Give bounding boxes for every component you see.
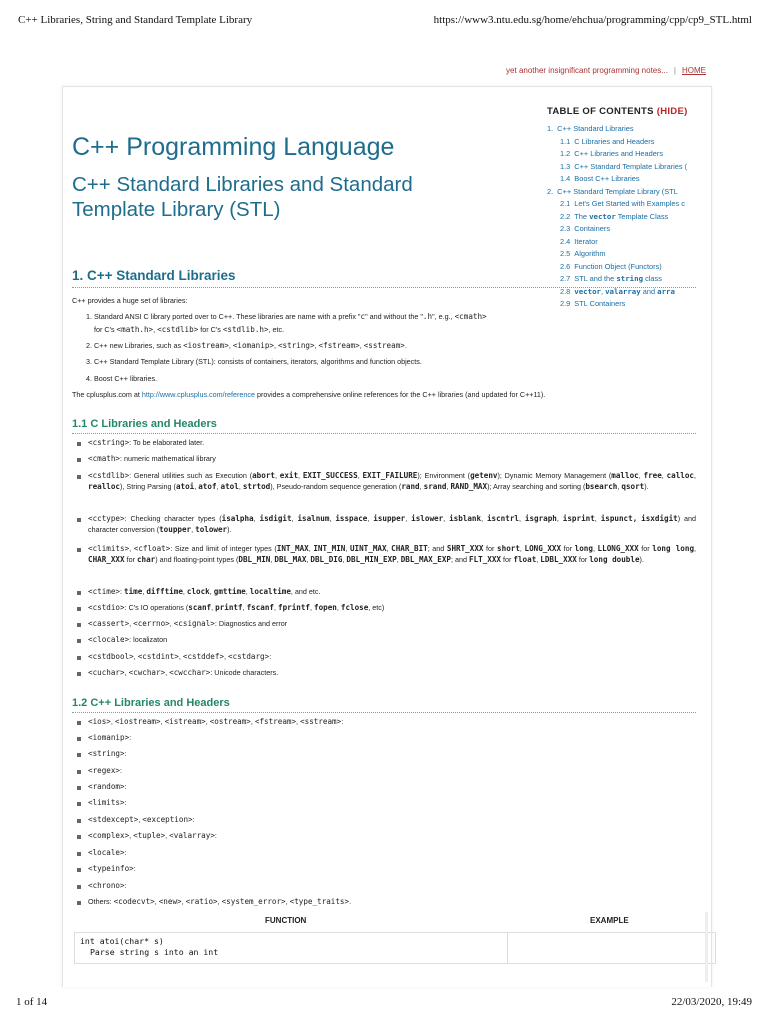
code: <sstream> xyxy=(363,341,405,350)
list-item: <chrono>: xyxy=(88,881,127,890)
code: DBL_MAX xyxy=(274,555,307,564)
code: <csignal> xyxy=(173,619,215,628)
lib-list-item-2: 2. C++ new Libraries, such as <iostream>, <iomanip>, <string>, <fstream>, <sstream>. xyxy=(86,341,407,350)
toc-label: class xyxy=(643,274,662,283)
text: ); Array searching and xyxy=(487,482,558,491)
code: fprintf xyxy=(278,603,311,612)
text: ) and floating-point types ( xyxy=(155,555,239,564)
text: ; and xyxy=(451,555,469,564)
code: <cctype> xyxy=(88,514,125,523)
toc-code: valarray xyxy=(605,286,641,296)
lib-list-item-1 xyxy=(86,312,546,322)
code: DBL_MIN_EXP xyxy=(346,555,397,564)
list-item: <locale>: xyxy=(88,848,127,857)
text: ). xyxy=(639,555,644,564)
list-item: <stdexcept>, <exception>: xyxy=(88,815,195,824)
bullet-icon xyxy=(77,591,81,595)
bullet-icon xyxy=(77,607,81,611)
print-header-url: https://www3.ntu.edu.sg/home/ehchua/programming/cpp/cp9_STL.html xyxy=(433,14,752,26)
code: realloc xyxy=(88,482,121,491)
code: fopen xyxy=(314,603,337,612)
code: <ctime> xyxy=(88,587,121,596)
code: <iomanip> xyxy=(232,341,274,350)
code: <cstdlib> xyxy=(157,325,199,334)
bullet-icon xyxy=(77,802,81,806)
list-item: <complex>, <tuple>, <valarray>: xyxy=(88,831,217,840)
toc-item[interactable] xyxy=(547,187,695,200)
code: <istream> xyxy=(164,717,206,726)
code: srand xyxy=(423,482,447,491)
text: for xyxy=(561,544,575,553)
code: <limits> xyxy=(88,798,125,807)
code: scanf xyxy=(188,603,212,612)
toc-num: 2.1 xyxy=(560,199,571,208)
code: <random> xyxy=(88,782,125,791)
toc-num: 2.5 xyxy=(560,249,571,258)
code: <new> xyxy=(158,897,182,906)
code: <iomanip> xyxy=(88,733,130,742)
text: for xyxy=(576,555,590,564)
toc-num: 2.2 xyxy=(560,211,571,221)
text: ); Dynamic Memory Management ( xyxy=(497,471,612,480)
toc-label: Algorithm xyxy=(574,249,606,258)
code: <typeinfo> xyxy=(88,864,134,873)
code: isalnum xyxy=(297,514,330,523)
bullet-icon xyxy=(77,639,81,643)
toc-item[interactable] xyxy=(547,149,695,162)
bullet-icon xyxy=(77,885,81,889)
code: <string> xyxy=(88,749,125,758)
code: <cerrno> xyxy=(133,619,170,628)
bullet-icon xyxy=(77,442,81,446)
toc-label: STL and the xyxy=(574,274,617,283)
code: <chrono> xyxy=(88,881,125,890)
text: sorting ( xyxy=(559,482,586,491)
table-cell-code: int atoi(char* s) xyxy=(80,936,164,946)
toc-num: 1.2 xyxy=(560,149,571,158)
code: <cstdarg> xyxy=(228,652,270,661)
lib-list-item-1-cont xyxy=(94,325,284,335)
toc-num: 1. xyxy=(547,124,554,133)
code: INT_MAX xyxy=(276,544,309,553)
text: Others: xyxy=(88,897,114,906)
toc-item[interactable] xyxy=(547,237,695,250)
toc-num: 1.4 xyxy=(560,174,571,183)
code: <cstddef> xyxy=(182,652,225,661)
list-item: Others: <codecvt>, <new>, <ratio>, <system_error>, <type_traits>. xyxy=(88,897,352,906)
code: islower xyxy=(411,514,444,523)
page-title: C++ Programming Language xyxy=(72,133,395,161)
list-item: <limits>: xyxy=(88,798,127,807)
code: c xyxy=(360,312,366,321)
top-nav xyxy=(506,66,706,75)
code: EXIT_FAILURE xyxy=(362,471,418,480)
code: <ratio> xyxy=(185,897,218,906)
code: time xyxy=(124,587,143,596)
code: isxdigit xyxy=(641,514,678,523)
text: ). xyxy=(644,482,649,491)
code: <cstdlib> xyxy=(88,471,130,480)
code: <fstream> xyxy=(254,717,297,726)
lib-list-item-3: 3. C++ Standard Template Library (STL): consists of containers, iterators, algorithms and function objects. xyxy=(86,357,422,366)
home-link[interactable]: HOME xyxy=(682,66,706,75)
code: <ostream> xyxy=(209,717,251,726)
toc-code: string xyxy=(616,274,644,283)
bullet-icon xyxy=(77,672,81,676)
code: <system_error> xyxy=(221,897,286,906)
code: <cstdint> xyxy=(137,652,179,661)
list-item xyxy=(88,634,696,645)
code: CHAR_XXX xyxy=(88,555,125,564)
code: <iostream> xyxy=(183,341,229,350)
code: <cstdbool> xyxy=(88,652,134,661)
code: atoi xyxy=(175,482,195,491)
toc-label: and xyxy=(640,286,658,296)
print-footer-page: 1 of 14 xyxy=(16,996,48,1008)
toc-item[interactable] xyxy=(547,299,695,312)
code: gmttime xyxy=(213,587,246,596)
section-heading-1-2: 1.2 C++ Libraries and Headers xyxy=(72,697,696,713)
toc-item[interactable] xyxy=(547,224,695,237)
code: exit xyxy=(279,471,299,480)
code: getenv xyxy=(470,471,498,480)
code: <cfloat> xyxy=(133,544,171,553)
section-heading-1: 1. C++ Standard Libraries xyxy=(72,268,696,288)
toc-num: 2.7 xyxy=(560,274,571,283)
code: <cwcchar> xyxy=(169,668,211,677)
code: <cassert> xyxy=(88,619,130,628)
code: <cstdio> xyxy=(88,603,125,612)
page-subtitle: C++ Standard Libraries and Standard Template Library (STL) xyxy=(72,173,413,221)
print-header-title: C++ Libraries, String and Standard Template Library xyxy=(18,14,253,26)
bullet-icon xyxy=(77,623,81,627)
code: <stdlib.h> xyxy=(222,325,269,334)
code: <cmath> xyxy=(88,454,121,463)
list-item xyxy=(88,453,696,464)
code: <cmath> xyxy=(454,312,487,321)
code: isblank xyxy=(449,514,482,523)
code: LONG_XXX xyxy=(524,544,562,553)
bullet-icon xyxy=(77,901,81,905)
toc-num: 1.3 xyxy=(560,161,571,171)
cplusplus-reference-link[interactable]: http://www.cplusplus.com/reference xyxy=(141,390,255,399)
list-item: <string>: xyxy=(88,749,127,758)
toc-code: arra xyxy=(657,286,675,296)
toc-item[interactable] xyxy=(547,199,695,212)
tagline: yet another insignificant programming notes... xyxy=(506,66,668,75)
bullet-icon xyxy=(77,868,81,872)
list-item: <typeinfo>: xyxy=(88,864,136,873)
list-item: <cstdio>: C's IO operations (scanf, printf, fscanf, fprintf, fopen, fclose, etc) xyxy=(88,603,385,612)
toc-label: Boost C++ Libraries xyxy=(574,174,640,183)
bullet-icon xyxy=(77,721,81,725)
toc-code: vector xyxy=(589,211,616,221)
text: , etc) xyxy=(368,603,385,612)
table-cell-description: Parse string s into an int xyxy=(90,947,219,957)
text: for xyxy=(501,555,514,564)
code: <tuple> xyxy=(133,831,166,840)
text: : Diagnostics and error xyxy=(214,619,288,628)
code: <math.h> xyxy=(116,325,154,334)
code: EXIT_SUCCESS xyxy=(302,471,358,480)
code: strtod xyxy=(242,482,271,491)
text: 1. Standard ANSI C library ported over to C++. These libraries are name with a prefix " xyxy=(86,312,361,321)
toc-label: C++ Standard Template Libraries ( xyxy=(574,161,688,171)
toc-num: 2.3 xyxy=(560,224,571,233)
text: : numeric mathematical library xyxy=(120,454,216,463)
bullet-icon xyxy=(77,852,81,856)
table-scrollbar[interactable] xyxy=(705,912,708,982)
code: <valarray> xyxy=(169,831,215,840)
toc-item[interactable] xyxy=(547,212,695,225)
bullet-icon xyxy=(77,475,81,479)
code: difftime xyxy=(146,587,183,596)
text: ) and character conversion ( xyxy=(88,514,697,534)
toc-code: vector xyxy=(574,286,601,296)
code: atof xyxy=(198,482,217,491)
list-item: <cstdbool>, <cstdint>, <cstddef>, <cstdarg>: xyxy=(88,652,272,661)
table-divider xyxy=(507,933,508,963)
code: long double xyxy=(589,555,640,564)
code: isupper xyxy=(373,514,406,523)
code: rand xyxy=(401,482,420,491)
bullet-icon xyxy=(77,753,81,757)
toc-label: Template Class xyxy=(615,211,669,221)
toc-num: 2.8 xyxy=(560,286,571,296)
toc-label: STL Containers xyxy=(574,299,626,308)
code: isprint xyxy=(562,514,595,523)
code: <exception> xyxy=(142,815,193,824)
bullet-icon xyxy=(77,737,81,741)
toc-label: The xyxy=(574,211,590,221)
code: atol xyxy=(220,482,239,491)
code: <cuchar> xyxy=(88,668,125,677)
code: char xyxy=(136,555,156,564)
code: <cstring> xyxy=(88,438,130,447)
code: <iostream> xyxy=(114,717,161,726)
text: : Unicode characters. xyxy=(210,668,279,677)
text: : Size and limit of integer types ( xyxy=(170,544,277,553)
table-header-example: EXAMPLE xyxy=(590,916,629,925)
list-item: <climits>, <cfloat>: Size and limit of integer types (INT_MAX, INT_MIN, UINT_MAX, CHAR_BIT; and SHRT_XXX for short, LONG_XXX for long, LLONG_XXX for long long, CHAR_XXX for char) and floating-point types (DBL_MIN, DBL_MAX, DBL_DIG, DBL_MIN_EXP, DBL_MAX_EXP; and FLT_XXX for float, LDBL_XXX for long double). xyxy=(88,544,697,564)
code: printf xyxy=(215,603,243,612)
code: SHRT_XXX xyxy=(446,544,484,553)
bullet-icon xyxy=(77,458,81,462)
text: for C's xyxy=(198,325,223,334)
code: <sstream> xyxy=(300,717,342,726)
code: <cwchar> xyxy=(128,668,166,677)
code: free xyxy=(643,471,662,480)
lib-list-item-4: 4. Boost C++ libraries. xyxy=(86,374,158,383)
code: isgraph xyxy=(524,514,557,523)
code: <fstream> xyxy=(318,341,360,350)
code: DBL_DIG xyxy=(310,555,343,564)
bullet-icon xyxy=(77,835,81,839)
code: isspace xyxy=(335,514,368,523)
bullet-icon xyxy=(77,819,81,823)
text: : Checking character types ( xyxy=(124,514,222,523)
list-item: <cassert>, <cerrno>, <csignal>: Diagnostics and error xyxy=(88,619,288,628)
text: ; and xyxy=(427,544,447,553)
code: DBL_MAX_EXP xyxy=(400,555,452,564)
text: ). xyxy=(227,525,232,534)
code: <string> xyxy=(277,341,315,350)
text: ), String Parsing ( xyxy=(120,482,176,491)
code: <climits> xyxy=(88,544,130,553)
text: ), Pseudo-random sequence generation ( xyxy=(270,482,402,491)
code: abort xyxy=(252,471,275,480)
toc-label: C++ Standard Template Library (STL xyxy=(557,186,678,196)
code: <stdexcept> xyxy=(88,815,139,824)
code: CHAR_BIT xyxy=(391,544,428,553)
toc-item[interactable] xyxy=(547,249,695,262)
list-item: <cctype>: Checking character types (isalpha, isdigit, isalnum, isspace, isupper, islower, isblank, iscntrl, isgraph, isprint, ispunct, isxdigit) and character conversion (toupper, tolower). xyxy=(88,514,697,534)
code: .h xyxy=(422,312,433,321)
list-item: <ios>, <iostream>, <istream>, <ostream>, <fstream>, <sstream>: xyxy=(88,717,344,726)
list-item xyxy=(88,437,696,448)
code: fscanf xyxy=(246,603,274,612)
code: INT_MIN xyxy=(313,544,346,553)
text: : C's IO operations ( xyxy=(124,603,189,612)
section-heading-1-1: 1.1 C Libraries and Headers xyxy=(72,418,696,434)
toc-item[interactable] xyxy=(547,137,695,150)
text: provides a comprehensive online references for the C++ libraries (and updated for C++11). xyxy=(254,390,546,399)
text: : To be elaborated later. xyxy=(129,438,205,447)
toc-num: 1.1 xyxy=(560,136,571,146)
code: <complex> xyxy=(88,831,130,840)
toc-label: C++ Libraries and Headers xyxy=(574,149,664,158)
text: , etc. xyxy=(268,325,285,334)
toc-hide-toggle[interactable]: (HIDE) xyxy=(656,106,688,117)
code: UINT_MAX xyxy=(349,544,387,553)
toc-label: Iterator xyxy=(574,236,598,246)
text: for C's xyxy=(94,325,117,334)
code: <ios> xyxy=(88,717,111,726)
code: <locale> xyxy=(88,848,125,857)
code: LLONG_XXX xyxy=(597,544,639,553)
toc-item[interactable] xyxy=(547,174,695,187)
bullet-icon xyxy=(77,770,81,774)
bullet-icon xyxy=(77,656,81,660)
code: ispunct, xyxy=(600,514,638,523)
code: long long xyxy=(652,544,695,553)
toc-item[interactable] xyxy=(547,162,695,175)
text: ); Environment ( xyxy=(417,471,471,480)
code: LDBL_XXX xyxy=(540,555,577,564)
toc-num: 2.9 xyxy=(560,299,571,308)
list-item: <cstdlib>: General utilities such as Execution (abort, exit, EXIT_SUCCESS, EXIT_FAILURE); Environment (getenv); Dynamic Memory Management (malloc, free, calloc, realloc), String Parsing (atoi, atof, atol, strtod), Pseudo-random sequence generation (rand, srand, RAND_MAX); Array searching and sorting (bsearch, qsort). xyxy=(88,471,697,491)
code: RAND_MAX xyxy=(450,482,488,491)
toc-title-text: TABLE OF CONTENTS xyxy=(547,106,654,117)
code: malloc xyxy=(611,471,639,480)
text: The cplusplus.com at xyxy=(72,390,142,399)
list-item: <regex>: xyxy=(88,766,123,775)
text: , and etc. xyxy=(290,587,321,596)
code: qsort xyxy=(621,482,645,491)
code: FLT_XXX xyxy=(469,555,502,564)
toc-label: C++ Standard Libraries xyxy=(557,124,634,133)
code: tolower xyxy=(195,525,228,534)
code: calloc xyxy=(666,471,695,480)
code: <type_traits> xyxy=(289,897,350,906)
code: toupper xyxy=(159,525,192,534)
code: localtime xyxy=(249,587,291,596)
toc-label: Let's Get Started with Examples c xyxy=(574,199,685,208)
code: iscntrl xyxy=(486,514,519,523)
bullet-icon xyxy=(77,786,81,790)
table-header-function: FUNCTION xyxy=(265,916,307,925)
code: short xyxy=(497,544,520,553)
code: isalpha xyxy=(221,514,254,523)
code: bsearch xyxy=(585,482,618,491)
toc-num: 2. xyxy=(547,186,554,196)
toc-label: C Libraries and Headers xyxy=(574,136,655,146)
toc-label: Function Object (Functors) xyxy=(574,261,662,271)
code: DBL_MIN xyxy=(238,555,271,564)
text: for xyxy=(638,544,653,553)
print-footer-date: 22/03/2020, 19:49 xyxy=(671,996,752,1008)
toc-item[interactable] xyxy=(547,124,695,137)
code: <clocale> xyxy=(88,635,130,644)
toc-label: Containers xyxy=(574,224,611,233)
code: fclose xyxy=(340,603,369,612)
text: : General utilities such as Execution ( xyxy=(129,471,253,480)
code: isdigit xyxy=(259,514,292,523)
text: for xyxy=(483,544,498,553)
code: clock xyxy=(186,587,210,596)
bullet-icon xyxy=(77,518,81,522)
text: ", e.g., xyxy=(432,312,455,321)
reference-paragraph xyxy=(72,390,545,400)
toc-title xyxy=(547,106,695,117)
text: : localizaton xyxy=(129,635,168,644)
text: " and without the " xyxy=(365,312,423,321)
toc-num: 2.6 xyxy=(560,261,571,271)
toc-num: 2.4 xyxy=(560,236,571,246)
text: , xyxy=(153,325,158,334)
text: 2. C++ new Libraries, such as xyxy=(86,341,184,350)
text: for xyxy=(124,555,137,564)
nav-separator: | xyxy=(673,66,676,75)
code: <regex> xyxy=(88,766,121,775)
section-intro: C++ provides a huge set of libraries: xyxy=(72,296,188,305)
toc-label: , xyxy=(600,286,606,296)
list-item: <iomanip>: xyxy=(88,733,132,742)
code: float xyxy=(513,555,537,564)
list-item: <ctime>: time, difftime, clock, gmttime, localtime, and etc. xyxy=(88,587,321,596)
list-item: <cuchar>, <cwchar>, <cwcchar>: Unicode characters. xyxy=(88,668,279,677)
code: long xyxy=(574,544,593,553)
toc-item[interactable] xyxy=(547,287,695,300)
bullet-icon xyxy=(77,548,81,552)
code: <codecvt> xyxy=(113,897,155,906)
list-item: <random>: xyxy=(88,782,127,791)
